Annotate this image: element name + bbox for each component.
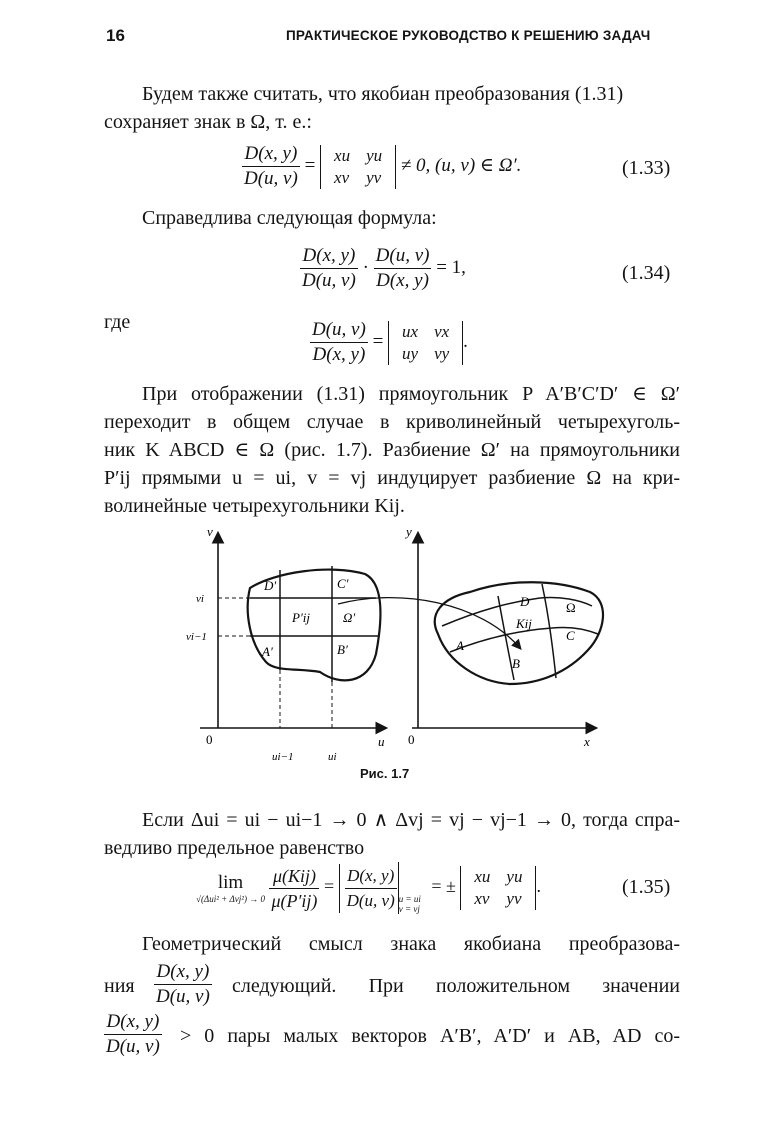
equation-1-34: $\frac{D(x, y)}{D(u, v)}$ · $\frac{D(u, v)}{D(x, y)}$ = 1,	[302, 245, 466, 291]
svg-text:C′: C′	[337, 576, 349, 591]
svg-text:0: 0	[408, 732, 415, 747]
svg-text:A: A	[456, 638, 464, 653]
para3-line5: волинейные четырехугольники Kij.	[104, 495, 405, 517]
jacobian-inverse: $\frac{D(u, v)}{D(x, y)}$ = ux vx uy vy .	[312, 319, 468, 365]
svg-text:ui: ui	[328, 751, 337, 762]
para1-line2: сохраняет знак в Ω, т. е.:	[104, 111, 312, 133]
where-word: где	[104, 311, 131, 333]
figure-caption: Рис. 1.7	[360, 766, 410, 781]
mapping-arrow	[338, 598, 520, 648]
svg-text:C: C	[566, 628, 575, 643]
svg-text:0: 0	[206, 732, 213, 747]
para5-line1: Геометрический смысл знака якобиана преобразова-	[142, 933, 680, 955]
para5-line2-rest: следующий. При положительном значении	[232, 975, 680, 997]
jacobian-fraction-positive: $\frac{D(x, y)}{D(u, v)}$	[106, 1011, 160, 1057]
para4-line2: ведливо предельное равенство	[104, 837, 365, 859]
para3-line1: При отображении (1.31) прямоугольник P A′B′C′D′ ∈ Ω′	[142, 383, 680, 405]
svg-text:Ω: Ω	[566, 600, 576, 615]
svg-text:ui−1: ui−1	[272, 751, 294, 762]
svg-text:y: y	[406, 524, 412, 539]
svg-text:vi: vi	[196, 593, 204, 605]
svg-text:D′: D′	[264, 578, 277, 593]
equation-label-1-34: (1.34)	[622, 262, 671, 284]
svg-text:Kij: Kij	[516, 616, 532, 631]
svg-text:Ω′: Ω′	[343, 610, 356, 625]
equation-1-35: lim √(Δui² + Δvj²) → 0 $\frac{\text{μ(Kij)}}{\mu(P'ij)}$ = $\frac{D(x, y)}{D(u, v)}$ u = ui v = vj = ± xu yu xv yv .	[196, 862, 541, 914]
para3-line3: ник K ABCD ∈ Ω (рис. 1.7). Разбиение Ω′ на прямоугольники	[104, 439, 680, 461]
determinant: ux vx uy vy	[388, 321, 463, 365]
equation-label-1-35: (1.35)	[622, 876, 671, 898]
equation-label-1-33: (1.33)	[622, 157, 671, 179]
para5-word: ния	[104, 975, 135, 997]
svg-text:P′ij: P′ij	[292, 610, 311, 625]
svg-text:A′: A′	[262, 644, 273, 659]
equation-1-33: $\frac{D(x, y)}{D(u, v)}$ = xu yu xv yv ≠ 0, (u, v) ∈ Ω′.	[244, 143, 522, 189]
para2: Справедлива следующая формула:	[142, 207, 437, 229]
svg-text:v: v	[207, 524, 213, 539]
svg-text:B′: B′	[337, 642, 348, 657]
jacobian-fraction: $\frac{D(x, y)}{D(u, v)}$	[156, 961, 210, 1007]
para3-line4: P′ij прямыми u = ui, v = vj индуцирует разбиение Ω на кри-	[104, 467, 680, 489]
svg-text:x: x	[584, 734, 590, 749]
para3-line2: переходит в общем случае в криволинейный четырехуголь-	[104, 411, 680, 433]
para4-line1: Если Δui = ui − ui−1 → 0 ∧ Δvj = vj − vj−1 → 0, тогда спра-	[142, 809, 680, 831]
svg-text:D: D	[520, 594, 530, 609]
svg-text:B: B	[512, 656, 520, 671]
running-title: ПРАКТИЧЕСКОЕ РУКОВОДСТВО К РЕШЕНИЮ ЗАДАЧ	[286, 28, 651, 43]
svg-text:u: u	[378, 734, 385, 749]
page-number: 16	[106, 26, 125, 45]
figure-1-7	[180, 522, 620, 762]
determinant: xu yu xv yv	[320, 145, 396, 189]
para1-line1: Будем также считать, что якобиан преобразования (1.31)	[142, 83, 624, 105]
para5-line3-rest: > 0 пары малых векторов A′B′, A′D′ и AB, AD со-	[180, 1025, 680, 1047]
svg-text:vi−1: vi−1	[186, 631, 207, 643]
